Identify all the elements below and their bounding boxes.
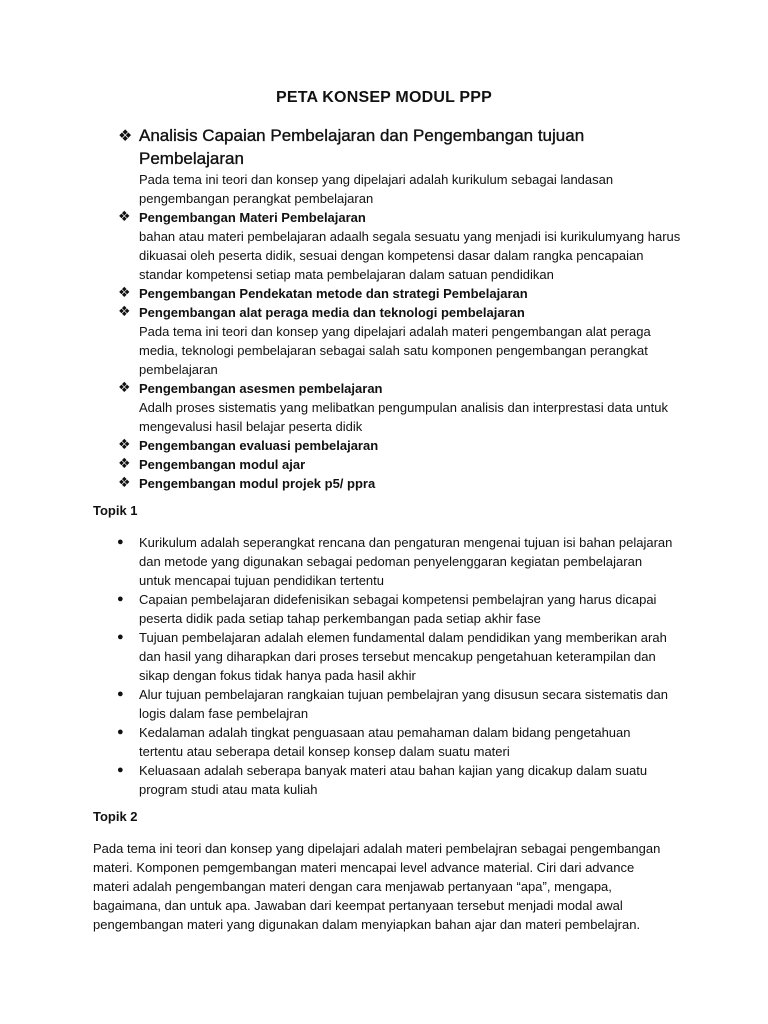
diamond-bullet-icon: ❖ bbox=[118, 475, 131, 491]
list-item bbox=[116, 685, 676, 723]
list-item-text: Kurikulum adalah seperangkat rencana dan pengaturan mengenai tujuan isi bahan pelajaran dan metode yang digunakan sebagai pedoman penyelenggaran kegiatan pembelajaran untuk mencapai tujuan pendidikan tertentu bbox=[139, 535, 673, 588]
concept-heading: Pengembangan modul projek p5/ ppra bbox=[139, 476, 376, 491]
bullet-dot-icon: ● bbox=[117, 593, 124, 605]
concept-heading: Pengembangan evaluasi pembelajaran bbox=[139, 438, 379, 453]
list-item-text: Tujuan pembelajaran adalah elemen fundamental dalam pendidikan yang memberikan arah dan hasil yang diharapkan dari proses tersebut mencakup pengetahuan keterampilan dan sikap dengan fokus tidak hanya pada hasil akhir bbox=[139, 630, 667, 683]
concept-item bbox=[118, 379, 688, 436]
concept-heading: Analisis Capaian Pembelajaran dan Pengembangan tujuan Pembelajaran bbox=[139, 126, 585, 168]
topic-1-bullet-list bbox=[116, 533, 676, 799]
document-title: PETA KONSEP MODUL PPP bbox=[275, 89, 493, 106]
concept-heading: Pengembangan modul ajar bbox=[139, 457, 306, 472]
diamond-bullet-icon: ❖ bbox=[118, 285, 131, 301]
list-item-text: Keluasaan adalah seberapa banyak materi atau bahan kajian yang dicakup dalam suatu program studi atau mata kuliah bbox=[139, 763, 648, 797]
list-item bbox=[116, 628, 676, 685]
diamond-bullet-icon: ❖ bbox=[118, 456, 131, 472]
bullet-dot-icon: ● bbox=[117, 536, 124, 548]
diamond-bullet-icon: ❖ bbox=[118, 209, 131, 225]
list-item bbox=[116, 761, 676, 799]
concept-item bbox=[118, 284, 688, 303]
diamond-bullet-icon: ❖ bbox=[118, 380, 131, 396]
concept-description: Pada tema ini teori dan konsep yang dipelajari adalah materi pengembangan alat peraga media, teknologi pembelajaran sebagai salah satu komponen pengembangan perangkat pembelajaran bbox=[139, 324, 651, 377]
concept-item bbox=[118, 208, 688, 284]
list-item bbox=[116, 723, 676, 761]
list-item bbox=[116, 590, 676, 628]
concept-item bbox=[118, 124, 688, 208]
diamond-bullet-icon: ❖ bbox=[118, 126, 133, 145]
concept-map-list bbox=[118, 124, 688, 493]
bullet-dot-icon: ● bbox=[117, 764, 124, 776]
concept-description: bahan atau materi pembelajaran adaalh segala sesuatu yang menjadi isi kurikulumyang harus dikuasai oleh peserta didik, sesuai dengan kompetensi dasar dalam rangka pencapaian standar kompetensi setiap mata pembelajaran dalam satuan pendidikan bbox=[139, 229, 681, 282]
diamond-bullet-icon: ❖ bbox=[118, 437, 131, 453]
concept-heading: Pengembangan alat peraga media dan teknologi pembelajaran bbox=[139, 305, 525, 320]
bullet-dot-icon: ● bbox=[117, 688, 124, 700]
list-item bbox=[116, 533, 676, 590]
list-item-text: Kedalaman adalah tingkat penguasaan atau pemahaman dalam bidang pengetahuan tertentu atau seberapa detail konsep konsep dalam suatu materi bbox=[139, 725, 631, 759]
topic-2-paragraph: Pada tema ini teori dan konsep yang dipelajari adalah materi pembelajran sebagai pengembangan materi. Komponen pemgembangan materi mencapai level advance material. Ciri dari advance materi adalah pengembangan materi dengan cara menjawab pertanyaan “apa”, mengapa, bagaimana, dan untuk apa. Jawaban dari keempat pertanyaan tersebut menjadi modal awal pengembangan materi yang digunakan dalam menyiapkan bahan ajar dan materi pembelajran. bbox=[93, 841, 661, 932]
concept-item bbox=[118, 455, 688, 474]
bullet-dot-icon: ● bbox=[117, 726, 124, 738]
concept-heading: Pengembangan Materi Pembelajaran bbox=[139, 210, 366, 225]
concept-heading: Pengembangan asesmen pembelajaran bbox=[139, 381, 383, 396]
concept-description: Adalh proses sistematis yang melibatkan pengumpulan analisis dan interprestasi data untuk mengevalusi hasil belajar peserta didik bbox=[139, 400, 668, 434]
list-item-text: Alur tujuan pembelajaran rangkaian tujuan pembelajran yang disusun secara sistematis dan logis dalam fase pembelajran bbox=[139, 687, 668, 721]
topic-2-heading: Topik 2 bbox=[93, 809, 138, 824]
topic-1-heading: Topik 1 bbox=[93, 503, 138, 518]
list-item-text: Capaian pembelajaran didefenisikan sebagai kompetensi pembelajran yang harus dicapai peserta didik pada setiap tahap perkembangan pada setiap akhir fase bbox=[139, 592, 657, 626]
concept-item bbox=[118, 303, 688, 379]
concept-item bbox=[118, 436, 688, 455]
diamond-bullet-icon: ❖ bbox=[118, 304, 131, 320]
concept-description: Pada tema ini teori dan konsep yang dipelajari adalah kurikulum sebagai landasan pengembangan perangkat pembelajaran bbox=[139, 172, 614, 206]
bullet-dot-icon: ● bbox=[117, 631, 124, 643]
concept-heading: Pengembangan Pendekatan metode dan strategi Pembelajaran bbox=[139, 286, 528, 301]
concept-item bbox=[118, 474, 688, 493]
